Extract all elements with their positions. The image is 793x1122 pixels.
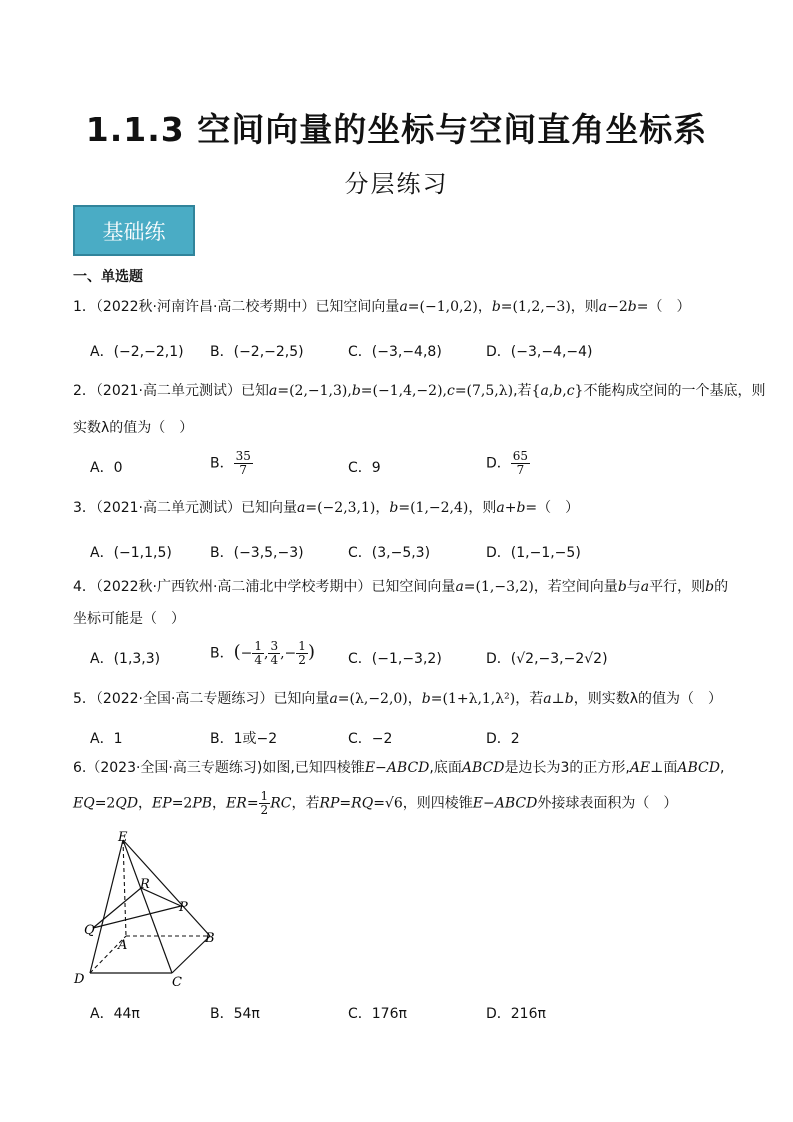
q6-option-a[interactable]: A．44π <box>90 1006 140 1022</box>
q4-option-a[interactable]: A．(1,3,3) <box>90 651 161 667</box>
question-4: 4．（2022秋·广西钦州·高二浦北中学校考期中）已知空间向量a=(1,−3,2)，若空间向量b与a平行，则b的 <box>73 579 729 595</box>
question-source: 1．（2022秋·河南许昌·高二校考期中） <box>73 299 316 315</box>
vertex-label-c: C <box>172 975 182 990</box>
pyramid-figure <box>68 828 228 993</box>
q5-option-c[interactable]: C．−2 <box>348 731 393 747</box>
q6-option-d[interactable]: D．216π <box>486 1006 546 1022</box>
question-source: 4．（2022秋·广西钦州·高二浦北中学校考期中） <box>73 579 372 595</box>
point-label-p: P <box>179 900 188 915</box>
numerator: 65 <box>512 449 529 463</box>
q5-option-a[interactable]: A．1 <box>90 731 123 747</box>
question-1: 1．（2022秋·河南许昌·高二校考期中）已知空间向量a=(−1,0,2)，b=(1,2,−3)，则a−2b=（ ） <box>73 299 691 315</box>
page-subtitle: 分层练习 <box>344 170 449 198</box>
vertex-label-e: E <box>118 830 128 845</box>
denominator: 7 <box>239 463 248 477</box>
section-heading: 一、单选题 <box>73 269 143 285</box>
option-label: B． <box>210 645 234 662</box>
point-label-q: Q <box>84 923 95 938</box>
question-source: 2．（2021·高二单元测试） <box>73 383 241 399</box>
q6-option-b[interactable]: B．54π <box>210 1006 260 1022</box>
question-4-line2: 坐标可能是（ ） <box>73 611 185 627</box>
option-label: B． <box>210 455 234 472</box>
page-title: 1.1.3 空间向量的坐标与空间直角坐标系 <box>85 110 708 149</box>
question-6: 6.（2023·全国·高三专题练习)如图,已知四棱锥E−ABCD,底面ABCD是边长为3的正方形,AE⊥面ABCD, <box>73 760 725 776</box>
q3-option-c[interactable]: C．(3,−5,3) <box>348 545 431 561</box>
q3-option-a[interactable]: A．(−1,1,5) <box>90 545 172 561</box>
vertex-label-a: A <box>118 938 128 953</box>
vertex-label-d: D <box>74 972 85 987</box>
question-5: 5．（2022·全国·高二专题练习）已知向量a=(λ,−2,0)，b=(1+λ,1,λ²)，若a⊥b，则实数λ的值为（ ） <box>73 691 723 707</box>
q2-option-c[interactable]: C．9 <box>348 460 381 476</box>
question-2: 2．（2021·高二单元测试）已知a=(2,−1,3),b=(−1,4,−2),c=(7,5,λ),若{a,b,c}不能构成空间的一个基底，则 <box>73 383 766 399</box>
q6-option-c[interactable]: C．176π <box>348 1006 407 1022</box>
q4-option-b[interactable]: B．(− $\frac{1}{4}$ , $\frac{3}{4}$ ,− $\frac{1}{2}$ ) <box>210 639 315 667</box>
point-label-r: R <box>140 877 150 892</box>
level-badge: 基础练 <box>73 205 195 256</box>
q4-option-d[interactable]: D．(√2,−3,−2√2) <box>486 651 608 667</box>
q2-option-a[interactable]: A．0 <box>90 460 123 476</box>
q5-option-b[interactable]: B．1或−2 <box>210 731 278 747</box>
q1-option-a[interactable]: A．(−2,−2,1) <box>90 344 184 360</box>
question-source: 3．（2021·高二单元测试） <box>73 500 241 516</box>
question-2-line2: 实数λ的值为（ ） <box>73 420 194 436</box>
q4-option-c[interactable]: C．(−1,−3,2) <box>348 651 442 667</box>
q2-option-d[interactable] <box>486 450 530 477</box>
q1-option-d[interactable]: D．(−3,−4,−4) <box>486 344 593 360</box>
q5-option-d[interactable]: D．2 <box>486 731 520 747</box>
q3-option-b[interactable]: B．(−3,5,−3) <box>210 545 304 561</box>
numerator: 35 <box>235 449 251 463</box>
option-label: D． <box>486 455 511 472</box>
vertex-label-b: B <box>205 931 215 946</box>
question-source: 5．（2022·全国·高二专题练习） <box>73 691 274 707</box>
question-3: 3．（2021·高二单元测试）已知向量a=(−2,3,1)，b=(1,−2,4)，则a+b=（ ） <box>73 500 580 516</box>
question-source: 6.（2023·全国·高三专题练习) <box>73 760 263 776</box>
q3-option-d[interactable]: D．(1,−1,−5) <box>486 545 581 561</box>
denominator: 7 <box>516 463 525 477</box>
q2-option-b[interactable] <box>210 450 253 477</box>
q1-option-b[interactable]: B．(−2,−2,5) <box>210 344 304 360</box>
question-6-line2: EQ=2QD，EP=2PB，ER= $\frac{1}{2}$ RC，若RP=RQ=√6，则四棱锥E−ABCD外接球表面积为（ ） <box>73 789 678 817</box>
q1-option-c[interactable]: C．(−3,−4,8) <box>348 344 442 360</box>
